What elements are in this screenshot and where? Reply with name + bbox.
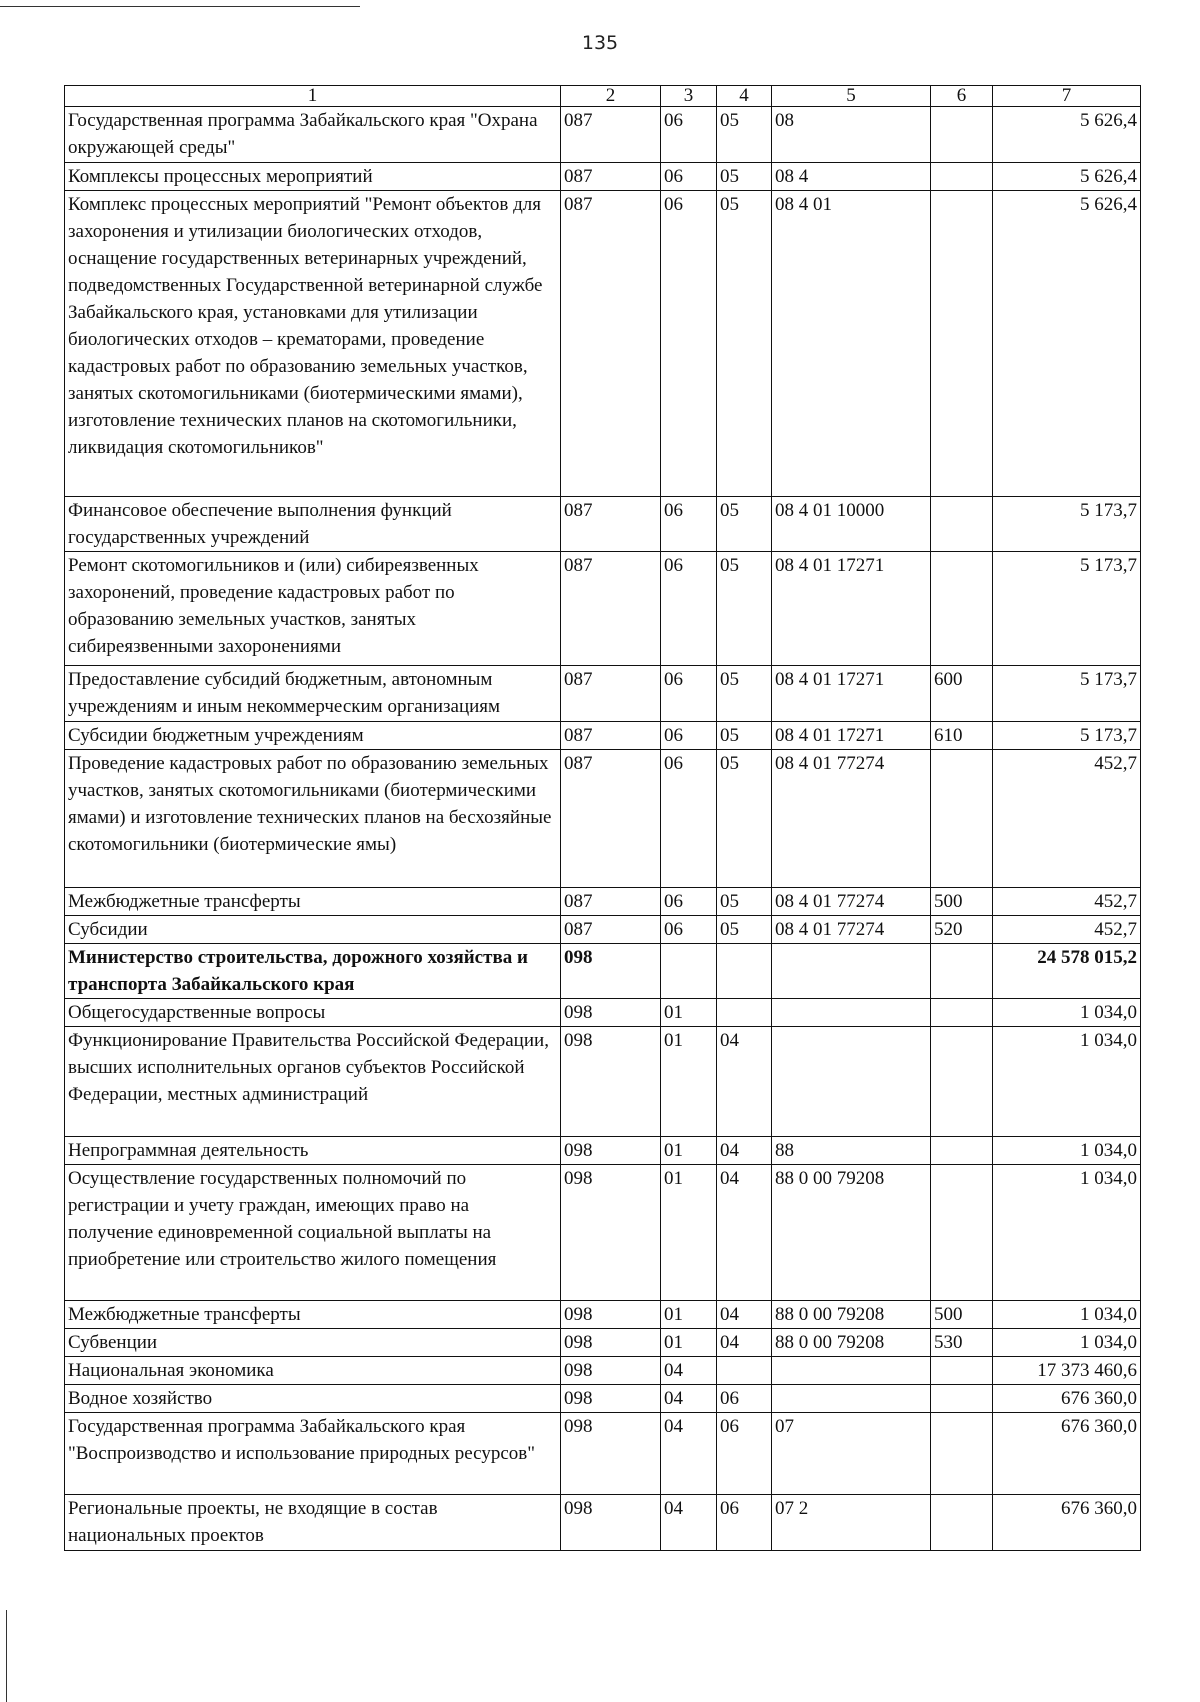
table-row [65,999,1141,1027]
table-row [65,750,1141,888]
amount-cell: 676 360,0 [993,1495,1141,1551]
amount-cell: 5 173,7 [993,722,1141,750]
target-article-cell: 08 4 01 77274 [772,916,931,944]
expense-type-cell: 500 [931,888,993,916]
row-name-cell: Функционирование Правительства Российской Федерации, высших исполнительных органов субъектов Российской Федерации, местных администраций [65,1027,561,1137]
subsection-code-cell: 06 [717,1495,772,1551]
scan-edge-top [0,6,360,7]
section-code-cell: 06 [661,750,717,888]
expense-type-cell [931,552,993,666]
row-name-cell: Межбюджетные трансферты [65,1301,561,1329]
grbs-code-cell: 087 [561,163,661,191]
row-name-cell: Предоставление субсидий бюджетным, автономным учреждениям и иным некоммерческим организациям [65,666,561,722]
section-code-cell: 06 [661,916,717,944]
amount-cell: 676 360,0 [993,1413,1141,1495]
grbs-code-cell: 087 [561,666,661,722]
subsection-code-cell [717,999,772,1027]
amount-cell: 24 578 015,2 [993,944,1141,999]
expense-type-cell [931,1357,993,1385]
amount-cell: 1 034,0 [993,1165,1141,1301]
header-row [65,86,1141,107]
table-row [65,107,1141,163]
subsection-code-cell [717,1357,772,1385]
table-row [65,1385,1141,1413]
grbs-code-cell: 087 [561,107,661,163]
amount-cell: 1 034,0 [993,1027,1141,1137]
section-code-cell: 01 [661,1329,717,1357]
grbs-code-cell: 087 [561,916,661,944]
section-code-cell: 06 [661,163,717,191]
section-code-cell: 06 [661,722,717,750]
target-article-cell: 08 4 01 17271 [772,722,931,750]
table-row [65,1357,1141,1385]
budget-table [64,85,1141,1551]
expense-type-cell [931,1385,993,1413]
column-header-4: 4 [717,86,772,107]
expense-type-cell: 500 [931,1301,993,1329]
row-name-cell: Министерство строительства, дорожного хозяйства и транспорта Забайкальского края [65,944,561,999]
row-name-cell: Субсидии бюджетным учреждениям [65,722,561,750]
grbs-code-cell: 098 [561,1301,661,1329]
subsection-code-cell: 05 [717,916,772,944]
row-name-cell: Комплексы процессных мероприятий [65,163,561,191]
target-article-cell: 88 [772,1137,931,1165]
amount-cell: 1 034,0 [993,1137,1141,1165]
scan-edge-left [6,1610,7,1702]
subsection-code-cell: 04 [717,1027,772,1137]
column-header-3: 3 [661,86,717,107]
column-header-1: 1 [65,86,561,107]
target-article-cell [772,999,931,1027]
row-name-cell: Национальная экономика [65,1357,561,1385]
row-name-cell: Региональные проекты, не входящие в состав национальных проектов [65,1495,561,1551]
grbs-code-cell: 098 [561,1495,661,1551]
section-code-cell: 04 [661,1413,717,1495]
expense-type-cell [931,1413,993,1495]
target-article-cell [772,1027,931,1137]
amount-cell: 5 626,4 [993,191,1141,497]
amount-cell: 1 034,0 [993,1301,1141,1329]
grbs-code-cell: 087 [561,497,661,552]
grbs-code-cell: 087 [561,888,661,916]
column-header-7: 7 [993,86,1141,107]
column-header-6: 6 [931,86,993,107]
grbs-code-cell: 098 [561,1357,661,1385]
subsection-code-cell: 05 [717,191,772,497]
row-name-cell: Субвенции [65,1329,561,1357]
amount-cell: 452,7 [993,750,1141,888]
subsection-code-cell: 05 [717,497,772,552]
expense-type-cell [931,1137,993,1165]
section-code-cell: 04 [661,1385,717,1413]
row-name-cell: Финансовое обеспечение выполнения функций государственных учреждений [65,497,561,552]
section-code-cell: 06 [661,888,717,916]
target-article-cell: 08 4 01 77274 [772,750,931,888]
target-article-cell: 07 [772,1413,931,1495]
target-article-cell: 08 4 01 77274 [772,888,931,916]
subsection-code-cell: 05 [717,666,772,722]
subsection-code-cell: 06 [717,1385,772,1413]
row-name-cell: Непрограммная деятельность [65,1137,561,1165]
grbs-code-cell: 098 [561,1027,661,1137]
expense-type-cell: 600 [931,666,993,722]
section-code-cell: 01 [661,1301,717,1329]
target-article-cell: 88 0 00 79208 [772,1301,931,1329]
amount-cell: 676 360,0 [993,1385,1141,1413]
target-article-cell [772,1385,931,1413]
target-article-cell: 08 4 01 10000 [772,497,931,552]
table-row [65,1301,1141,1329]
row-name-cell: Ремонт скотомогильников и (или) сибиреязвенных захоронений, проведение кадастровых работ по образованию земельных участков, занятых сибиреязвенными захоронениями [65,552,561,666]
table-row [65,497,1141,552]
amount-cell: 5 173,7 [993,552,1141,666]
table-row [65,1165,1141,1301]
section-code-cell: 06 [661,191,717,497]
row-name-cell: Общегосударственные вопросы [65,999,561,1027]
table-row [65,666,1141,722]
subsection-code-cell: 06 [717,1413,772,1495]
amount-cell: 452,7 [993,916,1141,944]
grbs-code-cell: 098 [561,999,661,1027]
grbs-code-cell: 098 [561,1137,661,1165]
row-name-cell: Проведение кадастровых работ по образованию земельных участков, занятых скотомогильниками (биотермическими ямами) и изготовление технических планов на бесхозяйные скотомогильники (биотермические ямы) [65,750,561,888]
section-code-cell: 01 [661,999,717,1027]
subsection-code-cell: 04 [717,1165,772,1301]
subsection-code-cell: 05 [717,888,772,916]
grbs-code-cell: 087 [561,750,661,888]
subsection-code-cell: 05 [717,552,772,666]
page-number: 135 [581,32,619,54]
subsection-code-cell: 05 [717,750,772,888]
amount-cell: 5 626,4 [993,107,1141,163]
amount-cell: 1 034,0 [993,1329,1141,1357]
target-article-cell: 88 0 00 79208 [772,1165,931,1301]
section-code-cell: 01 [661,1027,717,1137]
expense-type-cell [931,107,993,163]
table-row [65,722,1141,750]
table-row [65,888,1141,916]
subsection-code-cell: 05 [717,107,772,163]
row-name-cell: Водное хозяйство [65,1385,561,1413]
target-article-cell: 08 4 01 17271 [772,552,931,666]
target-article-cell: 08 [772,107,931,163]
grbs-code-cell: 087 [561,191,661,497]
row-name-cell: Осуществление государственных полномочий по регистрации и учету граждан, имеющих право на получение единовременной социальной выплаты на приобретение или строительство жилого помещения [65,1165,561,1301]
table-row [65,1027,1141,1137]
table-row [65,1137,1141,1165]
expense-type-cell [931,999,993,1027]
target-article-cell: 08 4 [772,163,931,191]
section-code-cell: 01 [661,1165,717,1301]
table-row [65,1413,1141,1495]
grbs-code-cell: 098 [561,1165,661,1301]
target-article-cell [772,944,931,999]
row-name-cell: Комплекс процессных мероприятий "Ремонт объектов для захоронения и утилизации биологических отходов, оснащение государственных ветеринарных учреждений, подведомственных Государственной ветеринарной службе Забайкальского края, установками для утилизации биологических отходов – крематорами, проведение кадастровых работ по образованию земельных участков, занятых скотомогильниками (биотермическими ямами), изготовление технических планов на скотомогильники, ликвидация скотомогильников" [65,191,561,497]
subsection-code-cell: 05 [717,722,772,750]
section-code-cell: 06 [661,497,717,552]
row-name-cell: Государственная программа Забайкальского края "Воспроизводство и использование природных ресурсов" [65,1413,561,1495]
subsection-code-cell: 04 [717,1301,772,1329]
expense-type-cell [931,944,993,999]
target-article-cell: 08 4 01 [772,191,931,497]
expense-type-cell [931,497,993,552]
grbs-code-cell: 098 [561,1385,661,1413]
subsection-code-cell: 04 [717,1329,772,1357]
expense-type-cell [931,163,993,191]
table-row [65,191,1141,497]
table-row [65,916,1141,944]
section-code-cell [661,944,717,999]
target-article-cell: 88 0 00 79208 [772,1329,931,1357]
row-name-cell: Государственная программа Забайкальского края "Охрана окружающей среды" [65,107,561,163]
row-name-cell: Межбюджетные трансферты [65,888,561,916]
grbs-code-cell: 098 [561,1329,661,1357]
expense-type-cell [931,1027,993,1137]
amount-cell: 1 034,0 [993,999,1141,1027]
amount-cell: 452,7 [993,888,1141,916]
table-row [65,944,1141,999]
subsection-code-cell: 05 [717,163,772,191]
row-name-cell: Субсидии [65,916,561,944]
subsection-code-cell [717,944,772,999]
expense-type-cell: 610 [931,722,993,750]
amount-cell: 5 173,7 [993,666,1141,722]
section-code-cell: 04 [661,1357,717,1385]
grbs-code-cell: 087 [561,552,661,666]
section-code-cell: 06 [661,666,717,722]
table-row [65,1329,1141,1357]
grbs-code-cell: 098 [561,1413,661,1495]
subsection-code-cell: 04 [717,1137,772,1165]
expense-type-cell [931,1495,993,1551]
table-row [65,1495,1141,1551]
target-article-cell: 07 2 [772,1495,931,1551]
column-header-5: 5 [772,86,931,107]
amount-cell: 17 373 460,6 [993,1357,1141,1385]
amount-cell: 5 173,7 [993,497,1141,552]
section-code-cell: 06 [661,107,717,163]
section-code-cell: 06 [661,552,717,666]
table-row [65,163,1141,191]
expense-type-cell: 530 [931,1329,993,1357]
section-code-cell: 01 [661,1137,717,1165]
expense-type-cell [931,191,993,497]
grbs-code-cell: 098 [561,944,661,999]
expense-type-cell: 520 [931,916,993,944]
amount-cell: 5 626,4 [993,163,1141,191]
expense-type-cell [931,750,993,888]
target-article-cell: 08 4 01 17271 [772,666,931,722]
table-row [65,552,1141,666]
target-article-cell [772,1357,931,1385]
grbs-code-cell: 087 [561,722,661,750]
column-header-2: 2 [561,86,661,107]
expense-type-cell [931,1165,993,1301]
section-code-cell: 04 [661,1495,717,1551]
